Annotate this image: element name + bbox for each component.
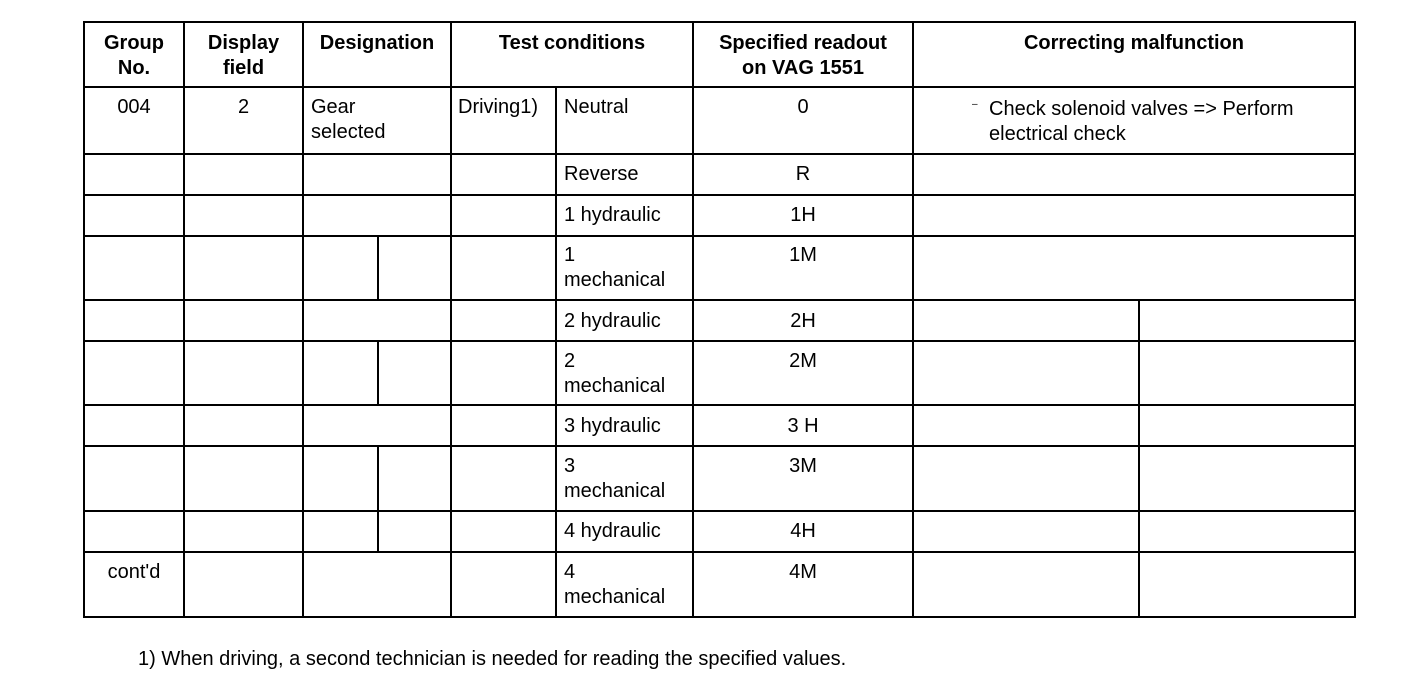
table-rule [83,340,1356,342]
readout-1h: 1H [790,204,816,226]
condition-1-hydraulic [564,203,661,228]
table-rule [83,153,1356,155]
condition-line: mechanical [564,269,666,291]
condition-4-mechanical [564,560,665,610]
condition-line: mechanical [564,480,666,502]
group-number: 004 [117,96,151,118]
correcting-line-2: electrical check [989,123,1126,145]
header-correcting-malfunction: Correcting malfunction [1023,32,1244,54]
condition-line: mechanical [564,586,666,608]
condition-line: 1 [564,244,576,266]
header-group-no [85,31,183,81]
table-rule [83,299,1356,301]
condition-2-mechanical [564,349,665,399]
readout-4m: 4M [789,561,817,583]
header-display-line-1: Display [207,32,280,54]
readout-3m: 3M [789,455,817,477]
footnote: 1) When driving, a second technician is needed for reading the specified values. [138,648,847,670]
table-rule [377,340,379,406]
dash-bullet-icon: – [972,99,978,110]
header-designation: Designation [319,32,435,54]
condition-1-mechanical [564,243,665,293]
header-display-field [185,31,302,81]
table-rule [83,404,1356,406]
designation-value [311,95,386,145]
condition-line: 4 hydraulic [564,520,661,542]
condition-line: Reverse [564,163,639,185]
condition-3-hydraulic [564,414,661,439]
table-rule [83,445,1356,447]
continued-label: cont'd [107,561,161,583]
condition-4-hydraulic [564,519,661,544]
header-test-conditions: Test conditions [498,32,646,54]
condition-line: 2 hydraulic [564,310,661,332]
readout-4h: 4H [790,520,816,542]
driving-condition: Driving1) [458,96,539,118]
readout-reverse: R [795,163,811,185]
header-readout-line-2: on VAG 1551 [742,57,864,79]
condition-line: 3 [564,455,576,477]
table-rule [555,86,557,618]
condition-line: 1 hydraulic [564,204,661,226]
table-rule [1138,299,1140,618]
designation-line-1: Gear [311,96,356,118]
readout-2h: 2H [790,310,816,332]
readout-neutral: 0 [797,96,809,118]
table-rule [912,21,914,618]
condition-line: 4 [564,561,576,583]
table-rule [377,445,379,553]
header-group-line-1: Group [104,32,164,54]
readout-2m: 2M [789,350,817,372]
condition-3-mechanical [564,454,665,504]
table-rule [1354,21,1356,618]
condition-line: 3 hydraulic [564,415,661,437]
table-rule [377,235,379,301]
table-rule [450,21,452,618]
table-rule [83,235,1356,237]
designation-line-2: selected [311,121,386,143]
header-specified-readout [694,31,912,81]
correcting-text [989,97,1294,147]
table-rule [83,21,1356,23]
correcting-line-1: Check solenoid valves => Perform [989,98,1294,120]
condition-line: mechanical [564,375,666,397]
readout-3h: 3 H [787,415,819,437]
table-rule [83,616,1356,618]
table-rule [83,86,1356,88]
table-rule [83,510,1356,512]
condition-line: 2 [564,350,576,372]
table-rule [83,194,1356,196]
header-readout-line-1: Specified readout [719,32,887,54]
condition-reverse [564,162,638,187]
condition-2-hydraulic [564,309,661,334]
header-display-line-2: field [222,57,265,79]
readout-1m: 1M [789,244,817,266]
table-rule [83,551,1356,553]
table-rule [302,21,304,618]
display-field-value: 2 [237,96,250,118]
condition-neutral: Neutral [564,96,629,118]
header-group-line-2: No. [117,57,151,79]
